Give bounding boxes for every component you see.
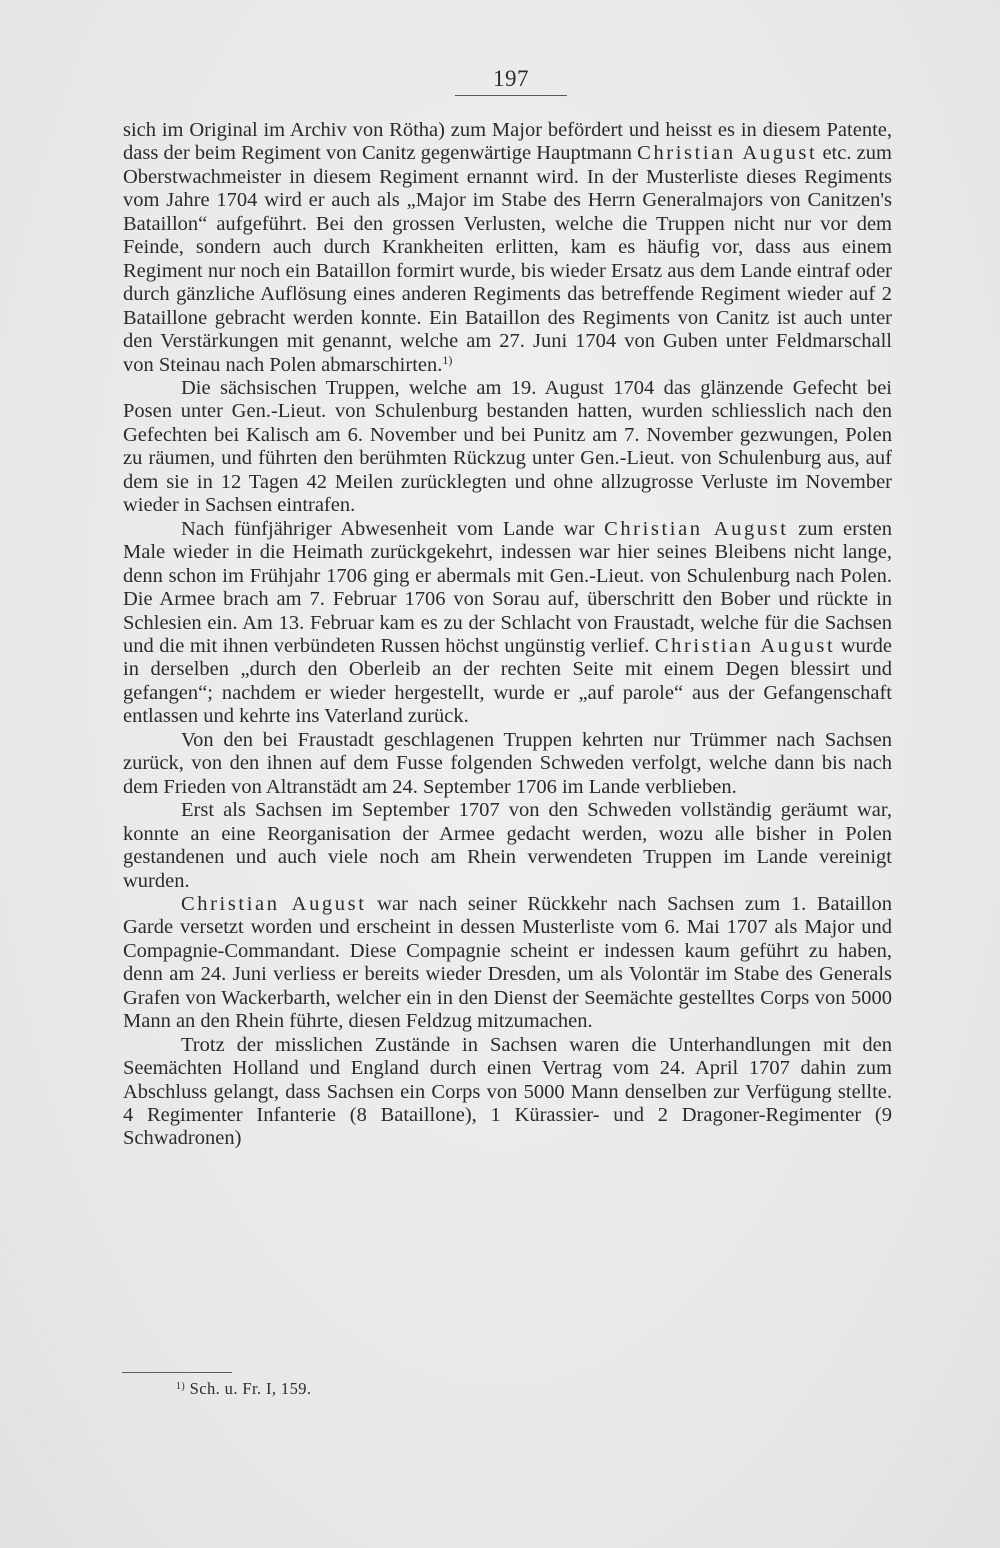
- text-run: etc. zum Oberstwachmeister in diesem Regiment ernannt wird. In der Musterliste dieses Regiments vom Jahre 1704 wird er auch als „Major im Stabe des Herrn Generalmajors von Canitzen's Bataillon“ aufgeführt. Bei den grossen Verlusten, welche die Truppen nicht nur vor dem Feinde, sondern auch durch Krankheiten erlitten, kam es häufig vor, dass aus einem Regiment nur noch ein Bataillon formirt wurde, bis wieder Ersatz aus dem Lande eintraf oder durch gänzliche Auflösung eines anderen Regiments das betreffende Regiment wieder auf 2 Bataillone gebracht werden konnte. Ein Bataillon des Regiments von Canitz ist auch unter den Verstärkungen mit genannt, welche am 27. Juni 1704 von Guben unter Feldmarschall von Steinau nach Polen abmarschirten.: [123, 142, 892, 376]
- text-run: war nach seiner Rückkehr nach Sachsen zum 1. Bataillon Garde versetzt worden und erscheint in dessen Musterliste vom 6. Mai 1707 als Major und Compagnie-Commandant. Diese Compagnie scheint er indessen kaum geführt zu haben, denn am 24. Juni verliess er bereits wieder Dresden, um als Volontär im Stabe des Generals Grafen von Wackerbarth, welcher ein in den Dienst der Seemächte gestelltes Corps von 5000 Mann an den Rhein führte, diesen Feldzug mitzumachen.: [123, 892, 892, 1033]
- paragraph: [123, 377, 892, 518]
- text-run: wurde in derselben „durch den Oberleib an der rechten Seite mit einem Degen blessirt und gefangen“; nachdem er wieder hergestellt, wurde er „auf parole“ aus der Gefangenschaft entlassen und kehrte ins Vaterland zurück.: [123, 634, 892, 728]
- text-run: Von den bei Fraustadt geschlagenen Truppen kehrten nur Trümmer nach Sachsen zurück, von den ihnen auf dem Fusse folgenden Schweden verfolgt, welche dann bis nach dem Frieden von Altranstädt am 24. September 1706 im Lande verblieben.: [123, 728, 892, 798]
- text-run: zum ersten Male wieder in die Heimath zurückgekehrt, indessen war hier seines Bleibens nicht lange, denn schon im Frühjahr 1706 ging er abermals mit Gen.-Lieut. von Schulenburg nach Polen. Die Armee brach am 7. Februar 1706 von Sorau auf, überschritt den Bober und rückte in Schlesien ein. Am 13. Februar kam es zu der Schlacht von Fraustadt, welche für die Sachsen und die mit ihnen verbündeten Russen höchst ungünstig verlief.: [123, 517, 892, 657]
- paragraph: [123, 893, 892, 1034]
- page-number: 197: [493, 66, 529, 91]
- body-text: [123, 119, 892, 1151]
- text-run: Nach fünfjähriger Abwesenheit vom Lande war: [181, 517, 605, 540]
- footnote-text: Sch. u. Fr. I, 159.: [185, 1379, 312, 1398]
- spaced-name: Christian August: [181, 892, 367, 915]
- paragraph: [123, 518, 892, 729]
- text-run: sich im Original im Archiv von Rötha) zum Major befördert und heisst es in diesem Patente, dass der beim Regiment von Canitz gegenwärtige Hauptmann: [123, 119, 892, 165]
- paragraph: [123, 799, 892, 893]
- text-run: Die sächsischen Truppen, welche am 19. August 1704 das glänzende Gefecht bei Posen unter Gen.-Lieut. von Schulenburg bestanden hatten, wurden schliesslich nach den Gefechten bei Kalisch am 6. November und bei Punitz am 7. November gezwungen, Polen zu räumen, und führten den berühmten Rückzug unter Gen.-Lieut. von Schulenburg aus, auf dem sie in 12 Tagen 42 Meilen zurücklegten und ohne allzugrosse Verluste im November wieder in Sachsen eintrafen.: [123, 376, 892, 517]
- footnote: [176, 1378, 311, 1400]
- text-run: Trotz der misslichen Zustände in Sachsen waren die Unterhandlungen mit den Seemächten Holland und England durch einen Vertrag vom 24. April 1707 dahin zum Abschluss gelangt, dass Sachsen ein Corps von 5000 Mann denselben zur Verfügung stellte. 4 Regimenter Infanterie (8 Bataillone), 1 Kürassier- und 2 Dragoner-Regimenter (9 Schwadronen): [123, 1033, 892, 1150]
- header-rule: [455, 95, 567, 96]
- footnote-reference: 1): [442, 352, 453, 367]
- text-run: Erst als Sachsen im September 1707 von den Schweden vollständig geräumt war, konnte an eine Reorganisation der Armee gedacht werden, wozu alle bisher in Polen gestandenen und auch viele noch am Rhein verwendeten Truppen im Lande vereinigt wurden.: [123, 799, 892, 892]
- spaced-name: Christian August: [654, 634, 836, 657]
- paragraph: [123, 1034, 892, 1151]
- footnote-rule: [122, 1372, 232, 1373]
- spaced-name: Christian August: [637, 142, 818, 165]
- paragraph: [123, 729, 892, 799]
- footnote-marker: 1): [176, 1381, 186, 1392]
- spaced-name: Christian August: [604, 517, 789, 540]
- paragraph: [123, 119, 892, 377]
